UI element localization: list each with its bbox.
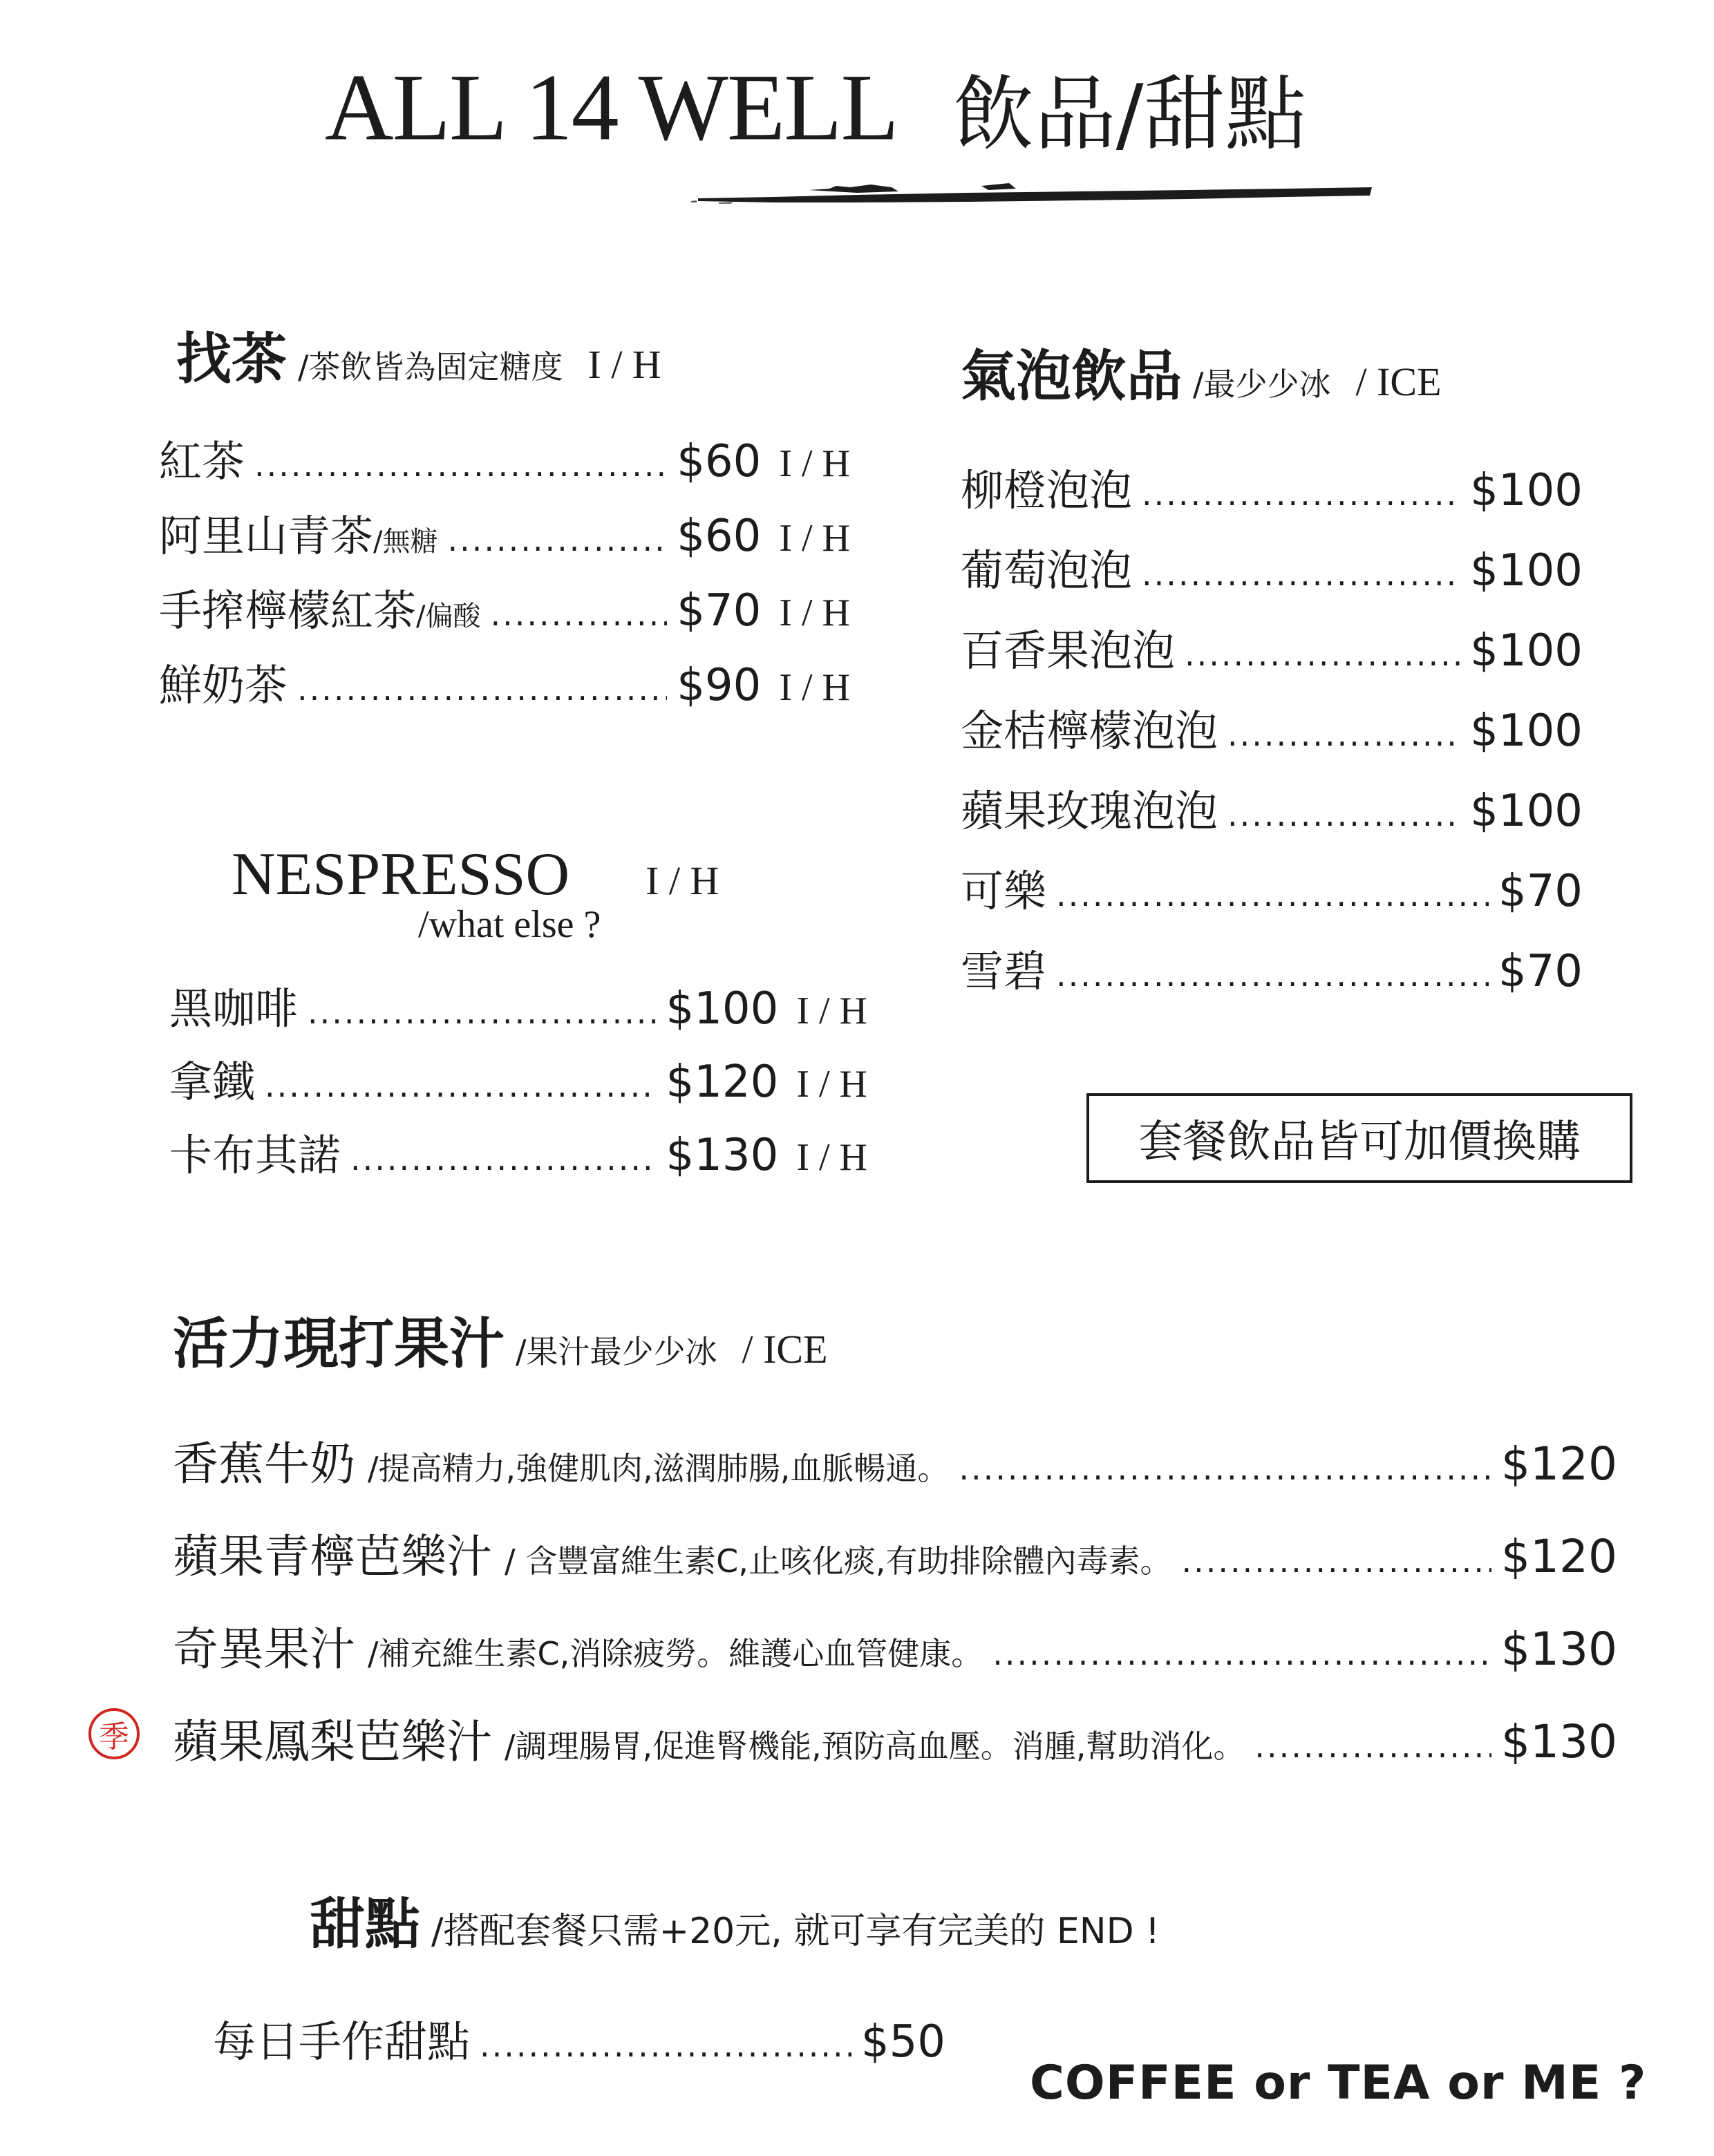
juice-item (173, 1520, 1617, 1612)
item-price: $70 (1498, 866, 1583, 917)
sparkling-section (961, 332, 1583, 1017)
item-price: $100 (1470, 706, 1583, 757)
item-price: $120 (666, 1057, 779, 1108)
item-note: / 含豐富維生素C,止咳化痰,有助排除體內毒素。 (505, 1542, 1172, 1580)
dessert-subtitle: /搭配套餐只需+20元, 就可享有完美的 END ! (431, 1911, 1160, 1952)
item-price: $120 (1501, 1530, 1617, 1583)
item-price: $100 (1470, 625, 1583, 677)
item-name: 金桔檸檬泡泡 (961, 706, 1218, 756)
item-temp: I / H (796, 1136, 867, 1179)
item-temp: I / H (796, 1063, 867, 1106)
juice-item (173, 1427, 1617, 1520)
nespresso-subtitle: /what else ? (418, 903, 601, 946)
tea-item (159, 502, 850, 576)
item-price: $120 (1501, 1437, 1617, 1491)
dot-leader (1181, 1542, 1491, 1580)
dot-leader (350, 1140, 656, 1178)
dot-leader (1142, 475, 1460, 513)
item-price: $70 (677, 585, 762, 636)
sparkling-item (961, 777, 1583, 857)
item-temp: I / H (779, 442, 850, 485)
item-name: 鮮奶茶 (159, 660, 288, 710)
sparkling-item (961, 456, 1583, 536)
item-price: $90 (677, 660, 762, 711)
item-name: 柳橙泡泡 (961, 465, 1133, 516)
item-price: $100 (1470, 545, 1583, 596)
dot-leader (1142, 556, 1460, 593)
item-name: 黑咖啡 (169, 983, 299, 1034)
item-note: /提高精力,強健肌肉,滋潤肺腸,血脈暢通。 (368, 1450, 950, 1487)
slogan: COFFEE or TEA or ME ? (1030, 2056, 1647, 2110)
dot-leader (308, 994, 656, 1031)
dessert-header (310, 1880, 1346, 1959)
sparkling-title: 氣泡飲品 (961, 344, 1182, 408)
tea-temp-tag: I / H (587, 342, 661, 387)
item-name: 雪碧 (961, 946, 1047, 996)
dot-leader (480, 2027, 851, 2064)
item-name: 蘋果青檸芭樂汁 (173, 1530, 492, 1583)
dot-leader (1056, 956, 1489, 994)
dot-leader (1185, 636, 1460, 673)
item-name: 卡布其諾 (169, 1130, 341, 1180)
sparkling-item (961, 697, 1583, 777)
tea-item (159, 427, 850, 502)
dot-leader (1227, 796, 1460, 833)
item-price: $70 (1498, 946, 1583, 997)
dot-leader (254, 446, 667, 484)
item-name: 奇異果汁 (173, 1623, 355, 1676)
tea-header (176, 314, 867, 394)
dot-leader (491, 596, 668, 633)
juice-header (173, 1299, 1617, 1379)
item-temp: I / H (796, 990, 867, 1032)
item-price: $130 (1501, 1623, 1617, 1676)
item-note: /調理腸胃,促進腎機能,預防高血壓。消腫,幫助消化。 (505, 1728, 1245, 1765)
item-price: $100 (1470, 786, 1583, 837)
item-name: 拿鐵 (169, 1057, 256, 1107)
item-price: $100 (1470, 465, 1583, 516)
menu-title (325, 48, 1403, 162)
nespresso-temp-tag: I / H (646, 858, 719, 903)
dot-leader (959, 1450, 1491, 1487)
dot-leader (992, 1635, 1491, 1672)
sparkling-subtitle: /最少少冰 (1193, 366, 1331, 403)
juice-section (173, 1299, 1617, 1797)
item-note: /無糖 (373, 526, 438, 558)
juice-title: 活力現打果汁 (173, 1312, 505, 1376)
item-name: 可樂 (961, 866, 1047, 916)
item-name: 每日手作甜點 (213, 2016, 471, 2067)
combo-upgrade-note: 套餐飲品皆可加價換購 (1086, 1093, 1632, 1183)
dessert-item (213, 2007, 945, 2083)
item-name: 蘋果玫瑰泡泡 (961, 786, 1218, 836)
dot-leader (265, 1067, 656, 1104)
sparkling-temp-tag: / ICE (1355, 359, 1442, 404)
coffee-item (169, 974, 867, 1048)
sparkling-header (961, 332, 1583, 411)
dessert-section (213, 1880, 1346, 2083)
item-name: 百香果泡泡 (961, 625, 1176, 676)
item-note: /補充維生素C,消除疲勞。維護心血管健康。 (368, 1635, 983, 1672)
menu-title-english: ALL 14 WELL (325, 54, 898, 160)
item-name: 香蕉牛奶 (173, 1437, 355, 1491)
nespresso-header (232, 840, 867, 909)
juice-temp-tag: / ICE (742, 1327, 828, 1372)
seasonal-seal-icon: 季 (88, 1708, 140, 1759)
dot-leader (448, 521, 668, 558)
item-price: $60 (677, 436, 762, 487)
tea-item (159, 651, 850, 726)
tea-title: 找茶 (176, 327, 287, 391)
juice-item (173, 1612, 1617, 1705)
tea-subtitle: /茶飲皆為固定糖度 (298, 348, 563, 386)
coffee-item (169, 1048, 867, 1121)
dot-leader (1227, 716, 1460, 753)
dot-leader (1254, 1728, 1491, 1765)
tea-item (159, 576, 850, 651)
tea-section (159, 314, 867, 726)
sparkling-item (961, 616, 1583, 697)
sparkling-item (961, 536, 1583, 616)
item-price: $130 (1501, 1715, 1617, 1768)
dessert-title: 甜點 (310, 1892, 420, 1956)
item-name: 手搾檸檬紅茶 (159, 585, 417, 636)
item-name: 阿里山青茶 (159, 511, 374, 561)
item-name: 葡萄泡泡 (961, 545, 1133, 596)
item-price: $50 (860, 2016, 945, 2068)
item-price: $60 (677, 511, 762, 562)
item-temp: I / H (779, 666, 850, 709)
item-name: 蘋果鳳梨芭樂汁 (173, 1715, 492, 1768)
nespresso-section (169, 840, 867, 1194)
item-price: $100 (666, 983, 779, 1034)
juice-item (173, 1705, 1617, 1797)
item-note: /偏酸 (416, 601, 481, 632)
menu-title-chinese: 飲品/甜點 (952, 66, 1307, 162)
dot-leader (297, 670, 667, 708)
item-temp: I / H (779, 517, 850, 560)
brush-stroke-divider (691, 176, 1375, 211)
item-name: 紅茶 (159, 436, 245, 486)
coffee-item (169, 1121, 867, 1194)
nespresso-title: NESPRESSO (232, 841, 570, 908)
dot-leader (1056, 876, 1489, 914)
sparkling-item (961, 937, 1583, 1017)
juice-subtitle: /果汁最少少冰 (516, 1333, 717, 1370)
item-price: $130 (666, 1130, 779, 1181)
item-temp: I / H (779, 592, 850, 634)
sparkling-item (961, 857, 1583, 937)
